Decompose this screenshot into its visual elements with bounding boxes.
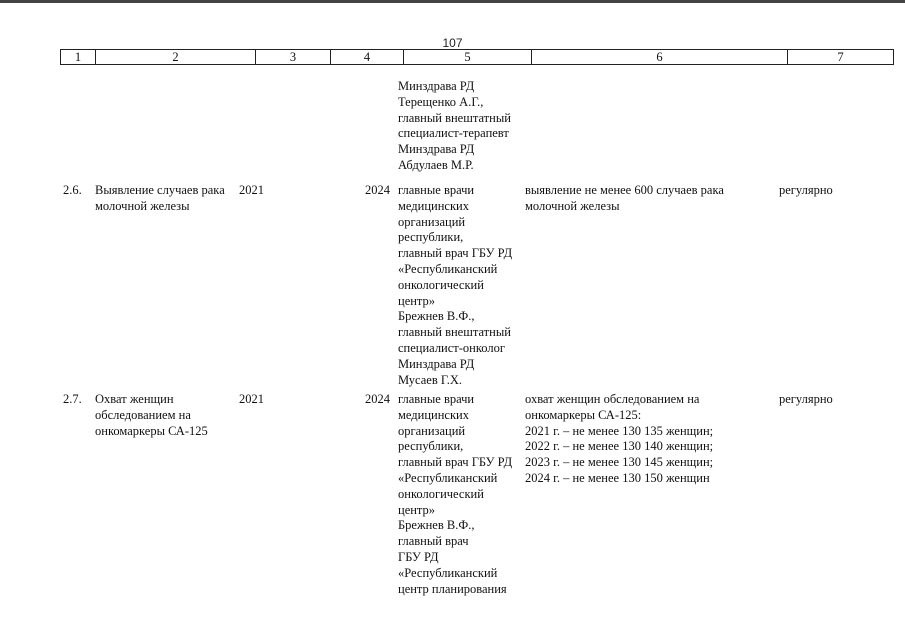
periodicity: регулярно [779,392,833,406]
periodicity: регулярно [779,183,833,197]
page-number: 107 [442,36,463,50]
column-number: 2 [96,50,256,65]
row-number: 2.6. [63,183,82,197]
measure-name: Охват женщин обследованием на онкомаркеры СА-125 [95,392,208,438]
end-year: 2024 [365,183,390,197]
page-top-edge [0,0,905,3]
continued-responsible-cell: Минздрава РД Терещенко А.Г., главный внештатный специалист-терапевт Минздрава РД Абдулаев М.Р. [398,79,511,172]
column-number: 4 [331,50,404,65]
responsible-persons: главные врачи медицинских организаций республики, главный врач ГБУ РД «Республиканский онкологический центр» Брежнев В.Ф., главный внештатный специалист-онколог Минздрава РД Мусаев Г.Х. [398,183,513,387]
start-year: 2021 [239,183,264,197]
row-number: 2.7. [63,392,82,406]
column-number: 6 [532,50,788,65]
expected-result: охват женщин обследованием на онкомаркеры СА-125: 2021 г. – не менее 130 135 женщин; 2022 г. – не менее 130 140 женщин; 2023 г. – не менее 130 145 женщин; 2024 г. – не менее 130 150 женщин [525,392,714,485]
end-year: 2024 [365,392,390,406]
column-number-header [60,49,894,65]
measure-name: Выявление случаев рака молочной железы [95,183,225,213]
column-number: 3 [256,50,331,65]
column-number: 1 [61,50,96,65]
expected-result: выявление не менее 600 случаев рака молочной железы [525,183,724,213]
column-number: 5 [404,50,532,65]
column-number: 7 [788,50,894,65]
responsible-persons: главные врачи медицинских организаций республики, главный врач ГБУ РД «Республиканский онкологический центр» Брежнев В.Ф., главный врач ГБУ РД «Республиканский центр планирования [398,392,513,596]
start-year: 2021 [239,392,264,406]
